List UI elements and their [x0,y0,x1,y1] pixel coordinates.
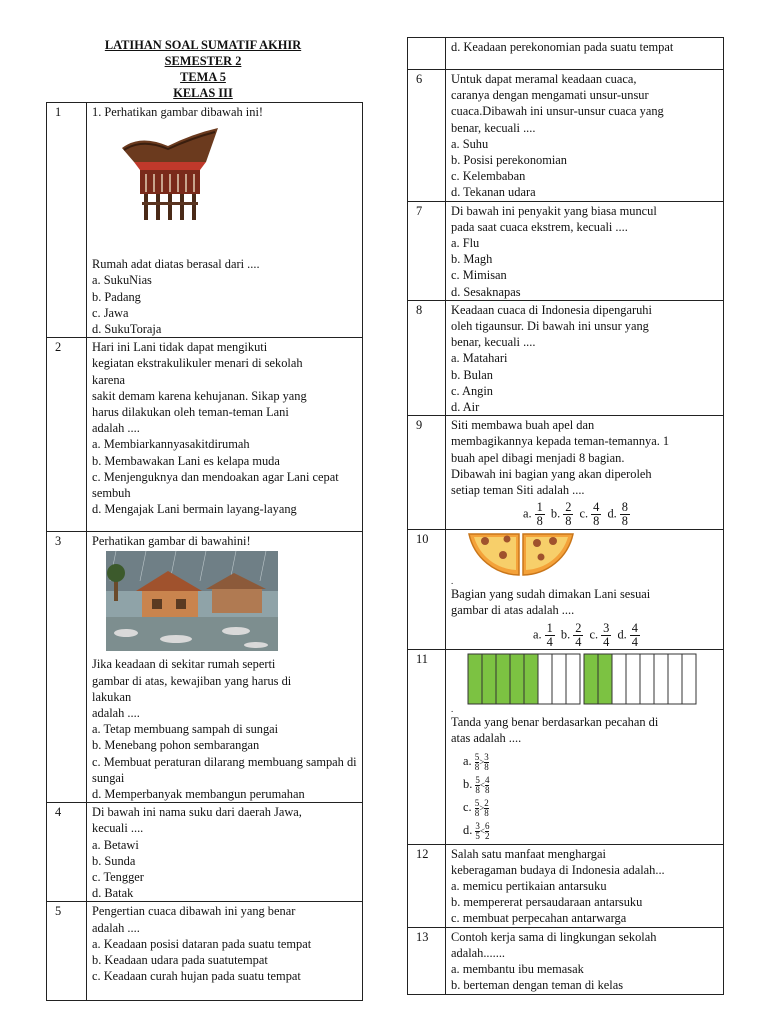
question-row-1 [47,103,363,338]
question-row-12 [408,844,724,927]
question-number: 4 [47,803,87,902]
question-table-left [46,102,363,1001]
toraja-house-image [120,122,220,222]
option-a: a. Keadaan posisi dataran pada suatu tempat [92,936,312,951]
question-row-13 [408,927,724,994]
option-d: d. Sesaknapas [451,284,521,299]
option-c-fraction: $\frac{4}{8}$ [593,500,600,529]
question-line: adalah .... [92,706,140,721]
question-line: gambar di atas adalah .... [451,603,575,618]
option-c: c. Membuat peraturan dilarang membuang sampah di sungai [92,754,357,785]
question-line: adalah....... [451,945,506,960]
option-b: b. Sunda [92,853,136,868]
option-d: d. Tekanan udara [451,185,536,200]
question-line: oleh tigaunsur. Di bawah ini unsur yang [451,319,649,334]
question-number: 6 [408,70,446,202]
option-a: a. memicu pertikaian antarsuku [451,879,607,894]
bar-segment-filled [496,654,510,704]
option-a-label: a. [533,627,542,642]
question-row-8 [408,300,724,415]
question-line: Jika keadaan di sekitar rumah seperti [92,657,276,672]
question-row-11 [408,649,724,844]
header-semester: SEMESTER 2 [164,54,242,68]
question-row-6 [408,70,724,202]
question-line: Dibawah ini bagian yang akan diperoleh [451,466,652,481]
question-line: lakukan [92,689,132,704]
question-line: Hari ini Lani tidak dapat mengikuti [92,340,268,355]
question-title: 1. Perhatikan gambar dibawah ini! [92,105,264,119]
bar-segment-empty [668,654,682,704]
question-line: Salah satu manfaat menghargai [451,846,606,861]
option-d: d. SukuToraja [92,322,162,337]
question-line: Keadaan cuaca di Indonesia dipengaruhi [451,302,652,317]
option-a: a. Tetap membuang sampah di sungai [92,722,279,737]
option-b: b. berteman dengan teman di kelas [451,978,624,993]
bar-segment-filled [482,654,496,704]
option-d: d. Mengajak Lani bermain layang-layang [92,502,297,517]
question-line: adalah .... [92,920,140,935]
bar-segment-filled [510,654,524,704]
question-line: Pengertian cuaca dibawah ini yang benar [92,904,296,919]
question-number: 7 [408,201,446,300]
question-text: Rumah adat diatas berasal dari .... [92,257,260,272]
question-line: Di bawah ini nama suku dari daerah Jawa, [92,805,302,820]
question-line: kegiatan ekstrakulikuler menari di sekolah [92,356,303,371]
option-b: b. Padang [92,289,141,304]
stray-dot: . [451,576,454,587]
question-line: keberagaman budaya di Indonesia adalah... [451,862,665,877]
question-row-7 [408,201,724,300]
question-line: Contoh kerja sama di lingkungan sekolah [451,929,657,944]
question-row-5 [47,902,363,1001]
option-c: c. Angin [451,383,493,398]
option-a: a. Betawi [92,837,139,852]
question-line: adalah .... [92,421,140,436]
question-line: membagikannya kepada teman-temannya. 1 [451,434,670,449]
question-line: Di bawah ini penyakit yang biasa muncul [451,203,657,218]
question-row-10 [408,530,724,649]
question-row-4 [47,803,363,902]
question-row-2 [47,338,363,532]
option-d: d. Memperbanyak membangun perumahan [92,787,305,802]
question-number: 1 [47,103,87,338]
option-d: d. Air [451,400,480,415]
bar-segment-empty [654,654,668,704]
option-d: d. Batak [92,886,134,901]
option-b: b. Membawakan Lani es kelapa muda [92,453,280,468]
document-header [46,37,360,101]
option-a: a. Flu [451,236,480,251]
option-d-label: d. [617,627,627,642]
option-a: a. Matahari [451,351,508,366]
question-line: atas adalah .... [451,730,522,745]
question-line: karena [92,372,126,387]
option-b: b. $\frac{5}{8}$ < $\frac{4}{8}$ [463,774,490,795]
fraction-bars [467,653,720,705]
question-line: harus dilakukan oleh teman-teman Lani [92,405,289,420]
question-line: buah apel dibagi menjadi 8 bagian. [451,450,625,465]
question-line: caranya dengan mengamati unsur-unsur [451,88,649,103]
bar-segment-filled [524,654,538,704]
bar-segment-filled [598,654,612,704]
question-line: Siti membawa buah apel dan [451,418,595,433]
question-number: 9 [408,416,446,530]
option-a: a. SukuNias [92,273,152,288]
header-theme: TEMA 5 [180,70,226,84]
bar-segment-filled [584,654,598,704]
option-b: b. Bulan [451,367,493,382]
question-number: 2 [47,338,87,532]
question-number: 3 [47,532,87,803]
option-b: b. Magh [451,252,493,267]
option-c: c. Tengger [92,870,144,885]
option-c: c. Kelembaban [451,169,526,184]
option-c: c. $\frac{5}{8}$ > $\frac{2}{8}$ [463,797,489,818]
question-line: setiap teman Siti adalah .... [451,483,585,498]
question-line: gambar di atas, kewajiban yang harus di [92,673,292,688]
question-number: 8 [408,300,446,415]
option-b-label: b. [550,506,561,521]
question-number: 5 [47,902,87,1001]
question-row-9 [408,416,724,530]
option-a-label: a. [523,506,532,521]
bar-segment-empty [566,654,580,704]
question-line: pada saat cuaca ekstrem, kecuali .... [451,219,628,234]
question-line: benar, kecuali .... [451,120,536,135]
option-c: c. Jawa [92,305,129,320]
option-a: a. Suhu [451,136,489,151]
fraction-bar-2 [583,653,699,705]
option-b: b. Posisi perekonomian [451,153,567,168]
question-line: kecuali .... [92,821,144,836]
question-number: 10 [408,530,446,649]
option-b: b. Menebang pohon sembarangan [92,738,260,753]
option-b-label: b. [560,627,571,642]
question-line: sakit demam karena kehujanan. Sikap yang [92,388,307,403]
stray-dot: . [451,703,454,714]
option-a-fraction: $\frac{1}{4}$ [546,620,553,649]
flood-scene-image [106,551,278,651]
option-c: c. membuat perpecahan antarwarga [451,911,627,926]
fraction-options [451,501,720,528]
question-line: benar, kecuali .... [451,335,536,350]
option-c: c. Keadaan curah hujan pada suatu tempat [92,969,301,984]
option-c-label: c. [589,627,599,642]
option-d-fraction: $\frac{4}{4}$ [631,620,638,649]
pizza-image [467,533,577,577]
question-number: 11 [408,649,446,844]
option-a-fraction: $\frac{1}{8}$ [536,500,543,529]
option-d: d. Keadaan perekonomian pada suatu tempat [446,38,724,70]
bar-segment-empty [640,654,654,704]
fraction-options [451,622,720,649]
question-table-right [407,37,724,995]
option-c-fraction: $\frac{3}{4}$ [603,620,610,649]
question-line: cuaca.Dibawah ini unsur-unsur cuaca yang [451,104,664,119]
option-b: b. Keadaan udara pada suatutempat [92,953,268,968]
option-d-fraction: $\frac{8}{8}$ [621,500,628,529]
option-b-fraction: $\frac{2}{8}$ [565,500,572,529]
option-c-label: c. [579,506,589,521]
option-a: a. $\frac{5}{8}$ > $\frac{3}{8}$ [463,751,489,772]
option-b: b. mempererat persaudaraan antarsuku [451,895,643,910]
bar-segment-empty [538,654,552,704]
question-line: Bagian yang sudah dimakan Lani sesuai [451,587,651,602]
option-a: a. membantu ibu memasak [451,962,584,977]
header-title: LATIHAN SOAL SUMATIF AKHIR [104,38,302,52]
option-d: d. $\frac{3}{5}$ < $\frac{6}{2}$ [463,820,490,841]
fraction-bar-1 [467,653,583,705]
option-d-label: d. [607,506,617,521]
bar-segment-empty [682,654,696,704]
question-number: 12 [408,844,446,927]
bar-segment-filled [468,654,482,704]
option-c: c. Mimisan [451,268,507,283]
question-number: 13 [408,927,446,994]
option-a: a. Membiarkannyasakitdirumah [92,437,250,452]
question-line: Tanda yang benar berdasarkan pecahan di [451,714,659,729]
option-b-fraction: $\frac{2}{4}$ [575,620,582,649]
bar-segment-empty [552,654,566,704]
question-title: Perhatikan gambar di bawahini! [92,534,251,549]
header-class: KELAS III [173,86,233,100]
question-row-3 [47,532,363,803]
bar-segment-empty [626,654,640,704]
question-row-5-continued [408,38,724,70]
bar-segment-empty [612,654,626,704]
option-c: c. Menjenguknya dan mendoakan agar Lani cepat sembuh [92,469,339,501]
comparison-options [451,750,720,842]
question-line: Untuk dapat meramal keadaan cuaca, [451,72,637,86]
